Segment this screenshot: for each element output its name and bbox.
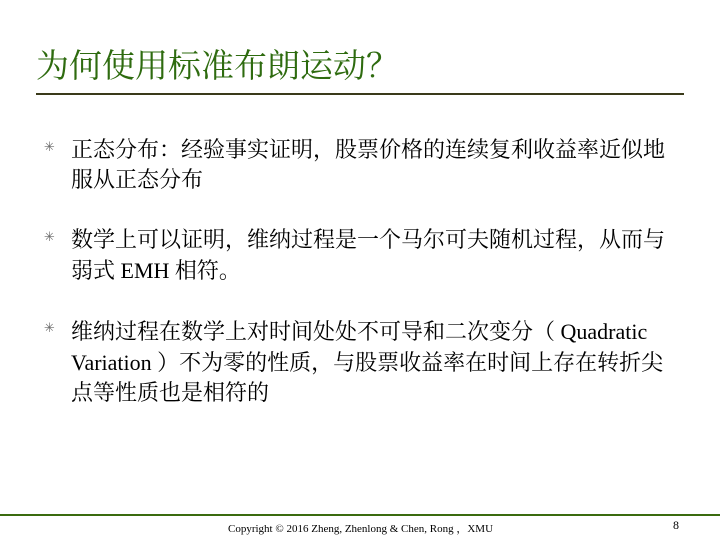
bullet-text-part: 维纳过程在数学上对时间处处不可导和二次变分（ bbox=[71, 320, 556, 345]
title-divider bbox=[36, 93, 684, 95]
asterisk-bullet-icon: ✳ bbox=[44, 321, 55, 336]
asterisk-bullet-icon: ✳ bbox=[44, 230, 55, 245]
bullet-text-latin: EMH bbox=[115, 258, 175, 283]
bullet-item bbox=[44, 317, 684, 409]
page-number: 8 bbox=[673, 518, 679, 532]
bullet-text-latin: Quadratic Variation bbox=[71, 319, 648, 375]
bullet-text bbox=[71, 317, 684, 409]
bullet-item bbox=[44, 226, 684, 287]
bullet-item bbox=[44, 136, 684, 196]
asterisk-bullet-icon: ✳ bbox=[44, 140, 55, 155]
bullet-list bbox=[44, 136, 684, 439]
slide-title: 为何使用标准布朗运动？ bbox=[36, 46, 399, 85]
copyright-notice: Copyright © 2016 Zheng, Zhenlong & Chen, Rong ，XMU bbox=[228, 523, 494, 535]
bullet-text-part: 相符。 bbox=[174, 259, 241, 284]
bullet-text bbox=[71, 226, 684, 287]
bullet-text-part: 数学上可以证明，维纳过程是一个马尔可夫随机过程，从而与弱式 bbox=[71, 228, 666, 284]
footer-divider bbox=[0, 514, 720, 516]
bullet-text: 正态分布：经验事实证明，股票价格的连续复利收益率近似地服从正态分布 bbox=[71, 138, 666, 193]
bullet-text-part: ）不为零的性质，与股票收益率在时间上存在转折尖点等性质也是相符的 bbox=[71, 351, 664, 406]
